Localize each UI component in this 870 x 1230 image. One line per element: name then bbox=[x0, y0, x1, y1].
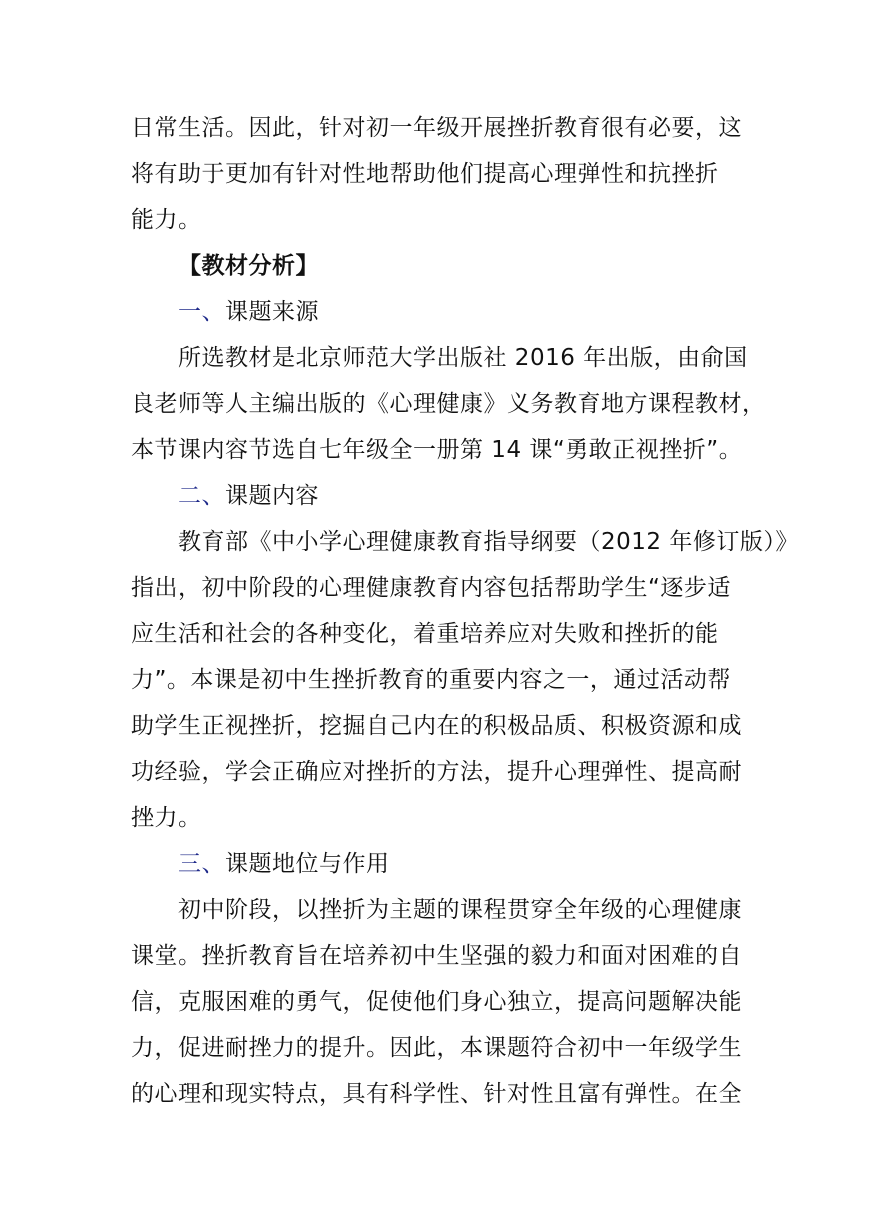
text-line: 本节课内容节选自七年级全一册第 14 课“勇敢正视挫折”。 bbox=[131, 437, 743, 463]
text-line: 应生活和社会的各种变化，着重培养应对失败和挫折的能 bbox=[131, 621, 719, 647]
subheading-position bbox=[178, 849, 390, 879]
text-line: 能力。 bbox=[131, 207, 202, 233]
subheading-number: 三、 bbox=[178, 851, 225, 877]
subheading-title: 课题内容 bbox=[225, 483, 319, 509]
text-line: 的心理和现实特点，具有科学性、针对性且富有弹性。在全 bbox=[131, 1081, 742, 1107]
subheading-content bbox=[178, 481, 319, 511]
text-line: 初中阶段，以挫折为主题的课程贯穿全年级的心理健康 bbox=[178, 897, 742, 923]
text-line: 功经验，学会正确应对挫折的方法，提升心理弹性、提高耐 bbox=[131, 759, 742, 785]
text-line: 指出，初中阶段的心理健康教育内容包括帮助学生“逐步适 bbox=[131, 575, 731, 601]
section-heading: 【教材分析】 bbox=[178, 253, 319, 279]
text-line: 助学生正视挫折，挖掘自己内在的积极品质、积极资源和成 bbox=[131, 713, 742, 739]
text-line: 日常生活。因此，针对初一年级开展挫折教育很有必要，这 bbox=[131, 115, 742, 141]
text-line: 力，促进耐挫力的提升。因此，本课题符合初中一年级学生 bbox=[131, 1035, 742, 1061]
text-line: 将有助于更加有针对性地帮助他们提高心理弹性和抗挫折 bbox=[131, 161, 719, 187]
text-line: 所选教材是北京师范大学出版社 2016 年出版，由俞国 bbox=[178, 345, 748, 371]
subheading-number: 二、 bbox=[178, 483, 225, 509]
subheading-title: 课题来源 bbox=[225, 299, 319, 325]
text-line: 良老师等人主编出版的《心理健康》义务教育地方课程教材， bbox=[131, 391, 766, 417]
subheading-title: 课题地位与作用 bbox=[225, 851, 390, 877]
subheading-source bbox=[178, 297, 319, 327]
text-line: 挫力。 bbox=[131, 805, 202, 831]
text-line: 信，克服困难的勇气，促使他们身心独立，提高问题解决能 bbox=[131, 989, 742, 1015]
text-line: 教育部《中小学心理健康教育指导纲要（2012 年修订版）》 bbox=[178, 529, 799, 555]
text-line: 课堂。挫折教育旨在培养初中生坚强的毅力和面对困难的自 bbox=[131, 943, 742, 969]
subheading-number: 一、 bbox=[178, 299, 225, 325]
text-line: 力”。本课是初中生挫折教育的重要内容之一，通过活动帮 bbox=[131, 667, 731, 693]
